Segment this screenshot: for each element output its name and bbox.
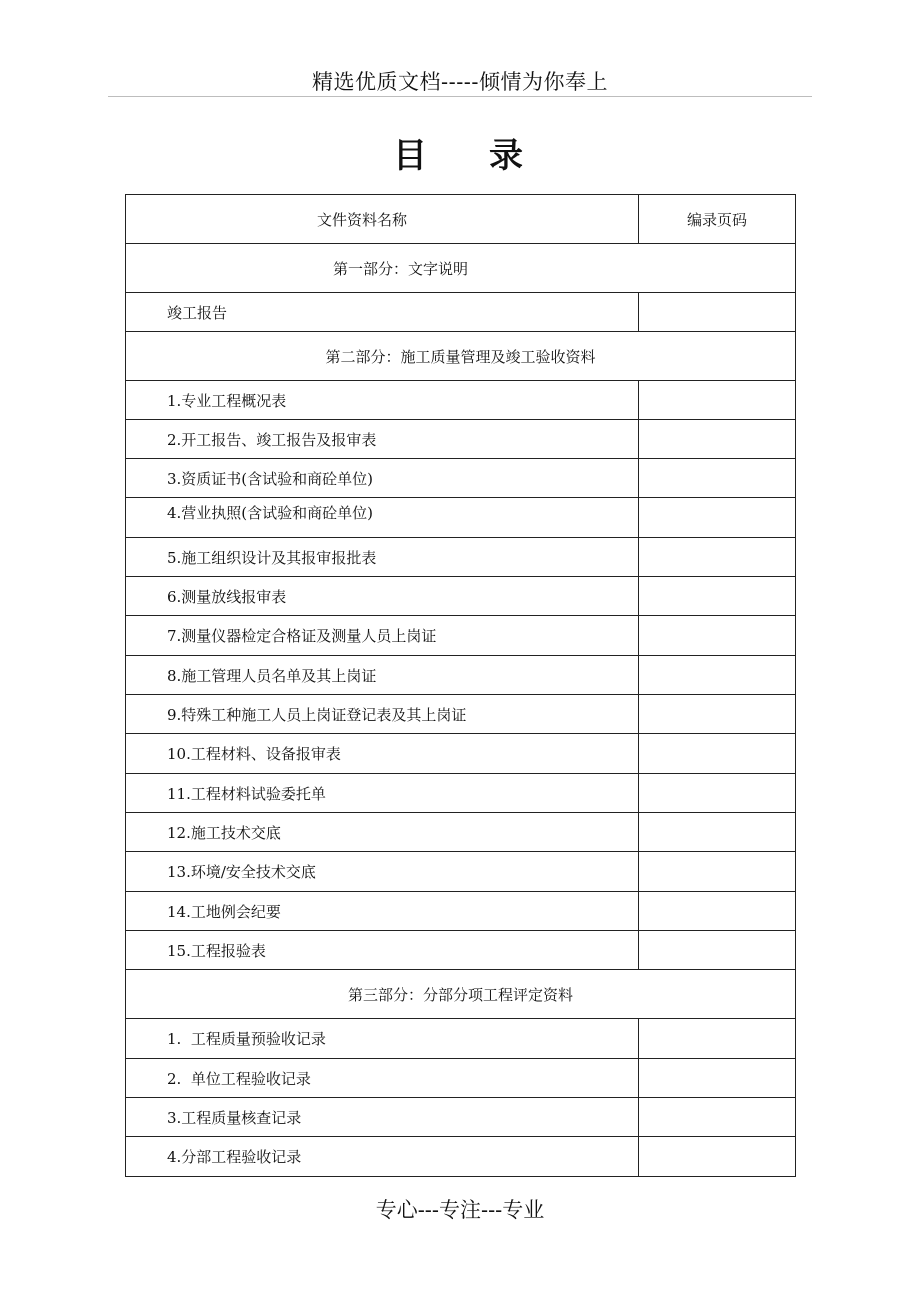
title-char-2: 录 [489, 136, 527, 176]
section-heading-2: 第二部分：施工质量管理及竣工验收资料 [126, 332, 796, 381]
section-heading-row [126, 970, 796, 1019]
table-row [126, 577, 796, 616]
item-page [639, 1019, 796, 1059]
item-name: 6.测量放线报审表 [126, 577, 639, 616]
table-row [126, 498, 796, 538]
item-name: 3.工程质量核查记录 [126, 1098, 639, 1137]
page-header: 精选优质文档-----倾情为你奉上 [312, 70, 608, 94]
table-row [126, 1019, 796, 1059]
item-page [639, 498, 796, 538]
item-name: 4.分部工程验收记录 [126, 1137, 639, 1177]
table-row [126, 892, 796, 931]
item-page [639, 538, 796, 577]
table-row [126, 852, 796, 892]
item-page [639, 459, 796, 498]
item-name: 13.环境/安全技术交底 [126, 852, 639, 892]
table-row [126, 293, 796, 332]
item-page [639, 381, 796, 420]
table-row [126, 459, 796, 498]
item-name: 12.施工技术交底 [126, 813, 639, 852]
table-row [126, 774, 796, 813]
item-page [639, 656, 796, 695]
table-row [126, 420, 796, 459]
header-divider [108, 96, 812, 97]
item-name: 14.工地例会纪要 [126, 892, 639, 931]
table-row [126, 931, 796, 970]
item-page [639, 852, 796, 892]
item-name: 9.特殊工种施工人员上岗证登记表及其上岗证 [126, 695, 639, 734]
item-page [639, 1098, 796, 1137]
item-page [639, 1137, 796, 1177]
table-row [126, 1098, 796, 1137]
item-name: 10.工程材料、设备报审表 [126, 734, 639, 774]
table-row [126, 381, 796, 420]
item-page [639, 695, 796, 734]
section-heading-1: 第一部分：文字说明 [126, 244, 796, 293]
table-row [126, 695, 796, 734]
table-row [126, 1137, 796, 1177]
table-row [126, 538, 796, 577]
toc-table [125, 194, 796, 1177]
column-header-page: 编录页码 [639, 195, 796, 244]
item-name: 1.专业工程概况表 [126, 381, 639, 420]
item-page [639, 577, 796, 616]
item-name: 3.资质证书(含试验和商砼单位) [126, 459, 639, 498]
table-row [126, 616, 796, 656]
section-heading-3: 第三部分：分部分项工程评定资料 [126, 970, 796, 1019]
item-page [639, 892, 796, 931]
item-page [639, 616, 796, 656]
item-name: 4.营业执照(含试验和商砼单位) [126, 498, 639, 538]
item-name: 2.开工报告、竣工报告及报审表 [126, 420, 639, 459]
item-name: 8.施工管理人员名单及其上岗证 [126, 656, 639, 695]
page-footer: 专心---专注---专业 [375, 1198, 545, 1222]
item-page [639, 774, 796, 813]
item-name: 5.施工组织设计及其报审报批表 [126, 538, 639, 577]
page-title [0, 128, 920, 177]
section-heading-row [126, 244, 796, 293]
table-header-row [126, 195, 796, 244]
item-page [639, 420, 796, 459]
item-page [639, 1059, 796, 1098]
table-row [126, 813, 796, 852]
item-name: 7.测量仪器检定合格证及测量人员上岗证 [126, 616, 639, 656]
column-header-name: 文件资料名称 [126, 195, 639, 244]
item-page [639, 734, 796, 774]
table-row [126, 734, 796, 774]
table-row [126, 1059, 796, 1098]
table-row [126, 656, 796, 695]
item-name: 15.工程报验表 [126, 931, 639, 970]
item-name: 2. 单位工程验收记录 [126, 1059, 639, 1098]
item-name: 11.工程材料试验委托单 [126, 774, 639, 813]
item-name: 竣工报告 [126, 293, 639, 332]
item-page [639, 293, 796, 332]
item-page [639, 931, 796, 970]
item-page [639, 813, 796, 852]
item-name: 1. 工程质量预验收记录 [126, 1019, 639, 1059]
section-heading-row [126, 332, 796, 381]
title-char-1: 目 [393, 136, 431, 176]
